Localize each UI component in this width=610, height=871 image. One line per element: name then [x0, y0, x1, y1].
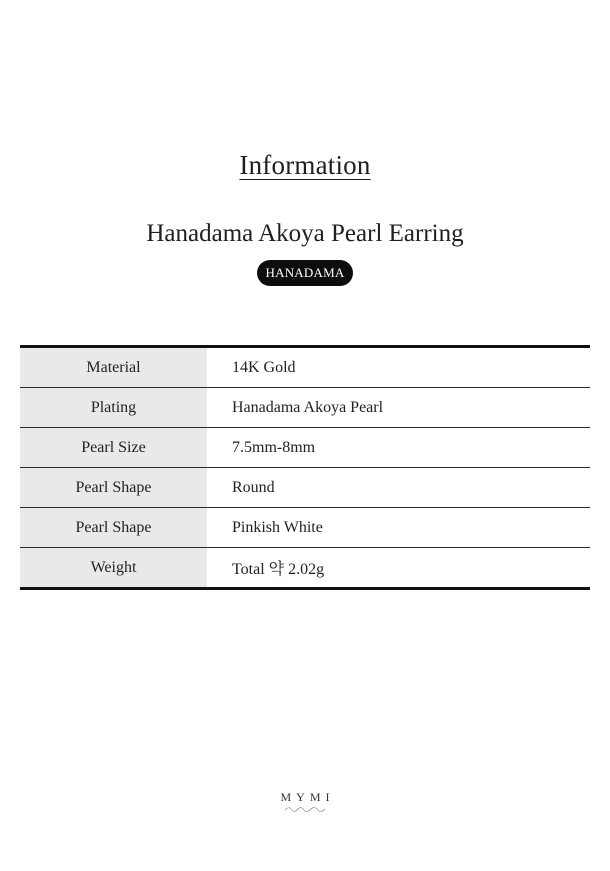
spec-label: Pearl Size [20, 428, 207, 467]
spec-row [20, 508, 590, 548]
spec-label: Weight [20, 548, 207, 587]
spec-label: Pearl Shape [20, 508, 207, 547]
spec-row [20, 388, 590, 428]
page-heading [0, 150, 610, 181]
spec-label: Material [20, 348, 207, 387]
brand-name: MYMI [280, 790, 335, 804]
spec-value: 7.5mm-8mm [232, 438, 316, 456]
spec-row [20, 428, 590, 468]
badge-container [0, 260, 610, 286]
spec-value: Round [232, 478, 275, 496]
spec-value: Total 약 2.02g [232, 561, 325, 578]
spec-row [20, 468, 590, 508]
page-heading-text: Information [239, 150, 371, 180]
spec-value: Pinkish White [232, 518, 323, 536]
product-title: Hanadama Akoya Pearl Earring [146, 220, 464, 247]
spec-label: Pearl Shape [20, 468, 207, 507]
spec-table [20, 345, 590, 590]
script-signature-logo-svg [283, 806, 327, 812]
spec-row [20, 548, 590, 587]
script-signature-logo-icon [0, 806, 610, 812]
spec-label: Plating [20, 388, 207, 427]
brand-logo [0, 790, 610, 812]
spec-value: 14K Gold [232, 358, 296, 376]
spec-value: Hanadama Akoya Pearl [232, 398, 384, 416]
product-type-badge: HANADAMA [257, 260, 354, 286]
spec-row [20, 348, 590, 388]
